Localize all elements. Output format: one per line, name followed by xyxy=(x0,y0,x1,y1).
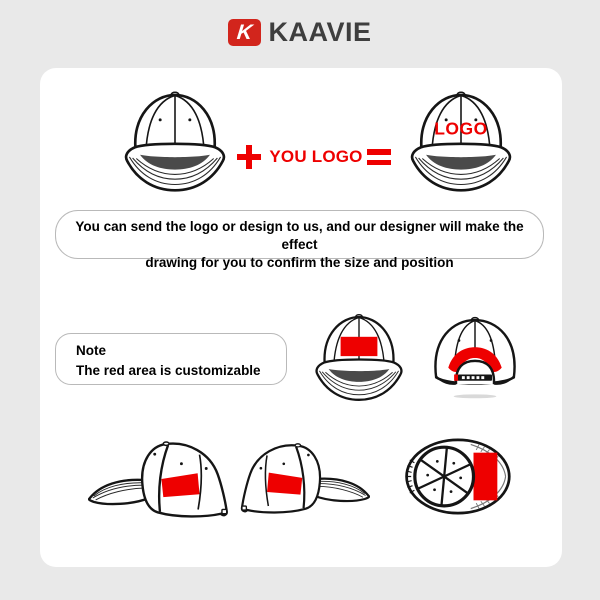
note-title: Note xyxy=(76,343,106,358)
equals-icon xyxy=(367,149,391,165)
info-box xyxy=(55,210,544,270)
cap-side-view-right-red-area xyxy=(238,439,370,515)
cap-front-view xyxy=(122,88,228,202)
plus-icon xyxy=(237,145,261,169)
content-panel xyxy=(40,68,562,567)
brand-logo-letter: K xyxy=(236,21,254,44)
brand-name: KAAVIE xyxy=(268,17,372,47)
cap-bottom-view-red-area xyxy=(402,437,512,516)
brand-logo-icon xyxy=(228,19,261,46)
info-box-line2: drawing for you to confirm the size and position xyxy=(145,255,454,270)
you-logo-label: YOU LOGO xyxy=(269,147,363,166)
cap-front-view-with-logo xyxy=(408,88,514,202)
note-box xyxy=(55,333,287,385)
header xyxy=(0,17,600,48)
note-body: The red area is customizable xyxy=(76,363,261,378)
cap-side-view-left-red-area xyxy=(88,437,231,519)
cap-back-view-red-area xyxy=(424,313,526,400)
cap-front-view-red-area xyxy=(313,311,405,410)
info-box-line1: You can send the logo or design to us, and our designer will make the effect xyxy=(75,219,524,252)
cap-logo-text: LOGO xyxy=(434,118,488,139)
